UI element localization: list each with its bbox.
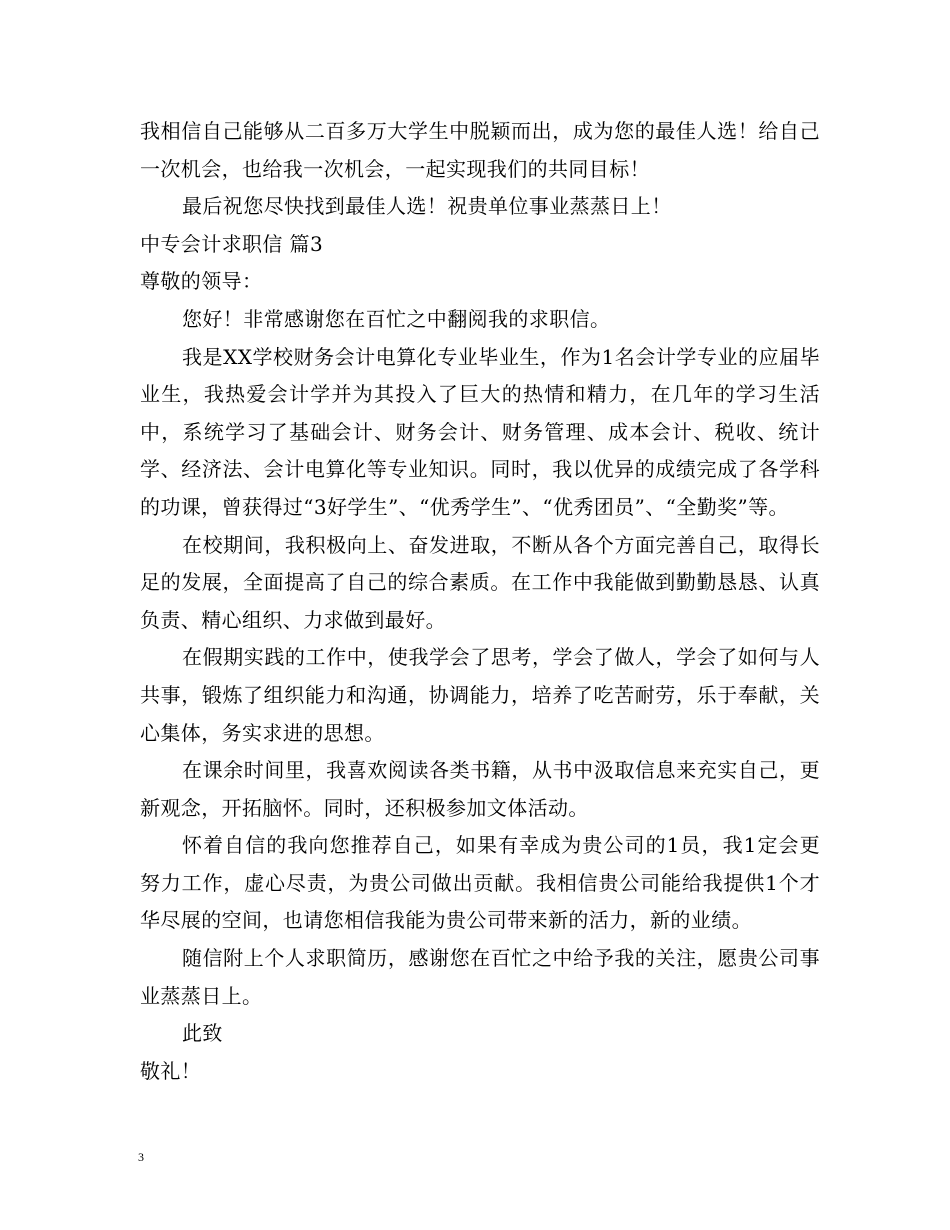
- letter-body: [140, 113, 820, 1090]
- paragraph-hobbies: 在课余时间里，我喜欢阅读各类书籍，从书中汲取信息来充实自己，更新观念，开拓脑怀。同时，还积极参加文体活动。: [140, 758, 820, 820]
- salutation: 尊敬的领导：: [140, 269, 263, 294]
- paragraph-wish: 最后祝您尽快找到最佳人选！祝贵单位事业蒸蒸日上！: [182, 194, 672, 219]
- section-heading: 中专会计求职信 篇3: [140, 231, 324, 256]
- paragraph-closing-statement: 我相信自己能够从二百多万大学生中脱颖而出，成为您的最佳人选！给自己一次机会，也给我一次机会，一起实现我们的共同目标！: [140, 119, 820, 181]
- paragraph-greeting: 您好！非常感谢您在百忙之中翻阅我的求职信。: [182, 306, 611, 331]
- paragraph-practice: 在假期实践的工作中，使我学会了思考，学会了做人，学会了如何与人共事，锻炼了组织能力和沟通，协调能力，培养了吃苦耐劳，乐于奉献，关心集体，务实求进的思想。: [140, 645, 820, 745]
- closing-salute: 敬礼！: [140, 1058, 202, 1083]
- paragraph-introduction: 我是XX学校财务会计电算化专业毕业生，作为1名会计学专业的应届毕业生，我热爱会计学并为其投入了巨大的热情和精力，在几年的学习生活中，系统学习了基础会计、财务会计、财务管理、成本会计、税收、统计学、经济法、会计电算化等专业知识。同时，我以优异的成绩完成了各学科的功课，曾获得过“3好学生”、“优秀学生”、“优秀团员”、“全勤奖”等。: [140, 344, 820, 519]
- paragraph-self-recommendation: 怀着自信的我向您推荐自己，如果有幸成为贵公司的1员，我1定会更努力工作，虚心尽责，为贵公司做出贡献。我相信贵公司能给我提供1个才华尽展的空间，也请您相信我能为贵公司带来新的活力，新的业绩。: [140, 833, 820, 933]
- paragraph-school-period: 在校期间，我积极向上、奋发进取，不断从各个方面完善自己，取得长足的发展，全面提高了自己的综合素质。在工作中我能做到勤勤恳恳、认真负责、精心组织、力求做到最好。: [140, 532, 820, 632]
- closing-phrase: 此致: [182, 1021, 223, 1046]
- paragraph-attachment: 随信附上个人求职简历，感谢您在百忙之中给予我的关注，愿贵公司事业蒸蒸日上。: [140, 946, 820, 1008]
- page-number: 3: [138, 1150, 144, 1164]
